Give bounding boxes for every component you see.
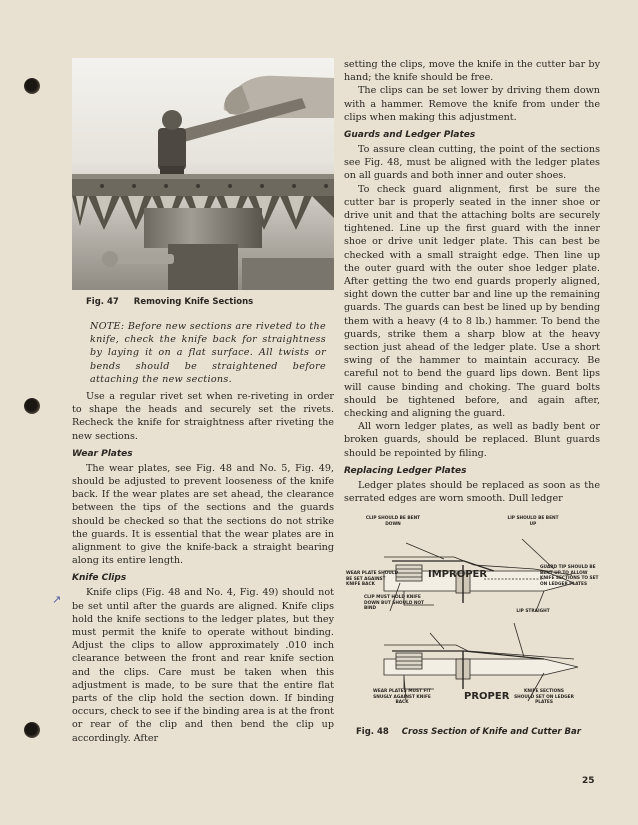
note-paragraph: NOTE: Before new sections are riveted to the knife, check the knife back for straightness by laying it on a flat surface. All twists or bends should be straightened before attaching the new sections. (90, 321, 326, 385)
replacing-ledger-heading: Replacing Ledger Plates (344, 465, 467, 476)
binder-hole-bottom (24, 722, 40, 738)
figure-47-number: Fig. 47 (86, 297, 119, 307)
figure-47-caption (86, 297, 334, 307)
binder-hole-top (24, 78, 40, 94)
label-knife-sections: KNIFE SECTIONS SHOULD SET ON LEDGER PLATES (514, 689, 574, 706)
guards-paragraph-1: To assure clean cutting, the point of the sections see Fig. 48, must be aligned with the ledger plates on all guards and both inner and outer shoes. (344, 144, 600, 182)
figure-48-diagram (344, 513, 600, 721)
clips-lower-paragraph: The clips can be set lower by driving them down with a hammer. Remove the knife from under the clips when making this adjustment. (344, 85, 600, 123)
label-clip-must-hold: CLIP MUST HOLD KNIFE DOWN BUT SHOULD NOT BIND (364, 595, 425, 612)
improper-label: IMPROPER (428, 569, 488, 581)
label-lip-bent-up: LIP SHOULD BE BENT UP (507, 516, 559, 527)
figure-48-caption (356, 727, 600, 737)
binder-hole-middle (24, 398, 40, 414)
label-wear-plate-set: WEAR PLATE SHOULD BE SET AGAINST KNIFE BACK (346, 571, 399, 588)
clips-continued-paragraph: setting the clips, move the knife in the cutter bar by hand; the knife should be free. (344, 59, 600, 84)
knife-clips-paragraph: Knife clips (Fig. 48 and No. 4, Fig. 49) should not be set until after the guards are aligned. Knife clips hold the knife sections to the ledger plates, but they must permit the knife to operate without binding. Adjust the clips to allow approximately .010 inch clearance between the front and rear knife section and the clips. Care must be taken when this adjustment is made, to be sure that the entire flat parts of the clip hold the section down. If binding occurs, check to see if the binding area is at the front or rear of the clip and then bend the clip up accordingly. After (72, 587, 334, 744)
label-lip-straight: LIP STRAIGHT (516, 609, 550, 615)
guards-paragraph-3: All worn ledger plates, as well as badly bent or broken guards, should be replaced. Blunt guards should be repointed by filing. (344, 421, 600, 459)
label-clip-bent-down: CLIP SHOULD BE BENT DOWN (365, 516, 421, 527)
figure-48-number: Fig. 48 (356, 727, 389, 738)
knife-clips-heading: Knife Clips (72, 573, 127, 584)
label-guard-tip: GUARD TIP SHOULD BE BENT UP TO ALLOW KNIFE SECTIONS TO SET ON LEDGER PLATES (540, 565, 599, 587)
wear-plates-heading: Wear Plates (72, 448, 133, 459)
wear-plates-paragraph: The wear plates, see Fig. 48 and No. 5, Fig. 49, should be adjusted to prevent looseness of the knife back. If the wear plates are set ahead, the clearance between the tips of the sections and the guards should be checked so that the sections do not strike the guards. It is essential that the wear plates are in alignment to give the knife-back a straight bearing along its entire length. (72, 462, 334, 567)
figure-48-title: Cross Section of Knife and Cutter Bar (401, 727, 581, 738)
guards-ledger-heading: Guards and Ledger Plates (344, 130, 476, 141)
figure-47-photo (72, 58, 334, 290)
margin-pencil-mark: ↗ (52, 593, 62, 606)
guards-paragraph-2: To check guard alignment, first be sure the cutter bar is properly seated in the inner shoe or drive unit and that the attaching bolts are securely tightened. Line up the first guard with the inner shoe or drive unit ledger plate. This can best be checked with a small straight edge. Then line up the outer guard with the outer shoe ledger plate. After getting the two end guards properly aligned, sight down the cutter bar and line up the remaining guards. The guards can best be lined up by bending them with a heavy (4 to 8 lb.) hammer. To bend the guards, strike them a sharp blow at the heavy section just ahead of the ledger plate. Use a short swing of the hammer to maintain accuracy. Be careful not to bend the guard lips down. Bent lips will cause binding and choking. The guard bolts should be tightened before, and again after, checking and aligning the guard. (344, 183, 600, 420)
rivet-paragraph: Use a regular rivet set when re-riveting in order to shape the heads and securely set the rivets. Recheck the knife for straightness after riveting the new sections. (72, 391, 334, 442)
figure-47-title: Removing Knife Sections (133, 297, 254, 307)
left-column (72, 58, 334, 745)
page-number: 25 (582, 776, 595, 786)
proper-label: PROPER (464, 691, 510, 703)
hammer-on-knife-illustration (72, 58, 334, 290)
replacing-ledger-paragraph: Ledger plates should be replaced as soon as the serrated edges are worn smooth. Dull ledger (344, 479, 600, 505)
right-column (344, 58, 600, 737)
label-wear-plates-must: WEAR PLATES MUST FIT SNUGLY AGAINST KNIFE BACK (373, 689, 431, 706)
